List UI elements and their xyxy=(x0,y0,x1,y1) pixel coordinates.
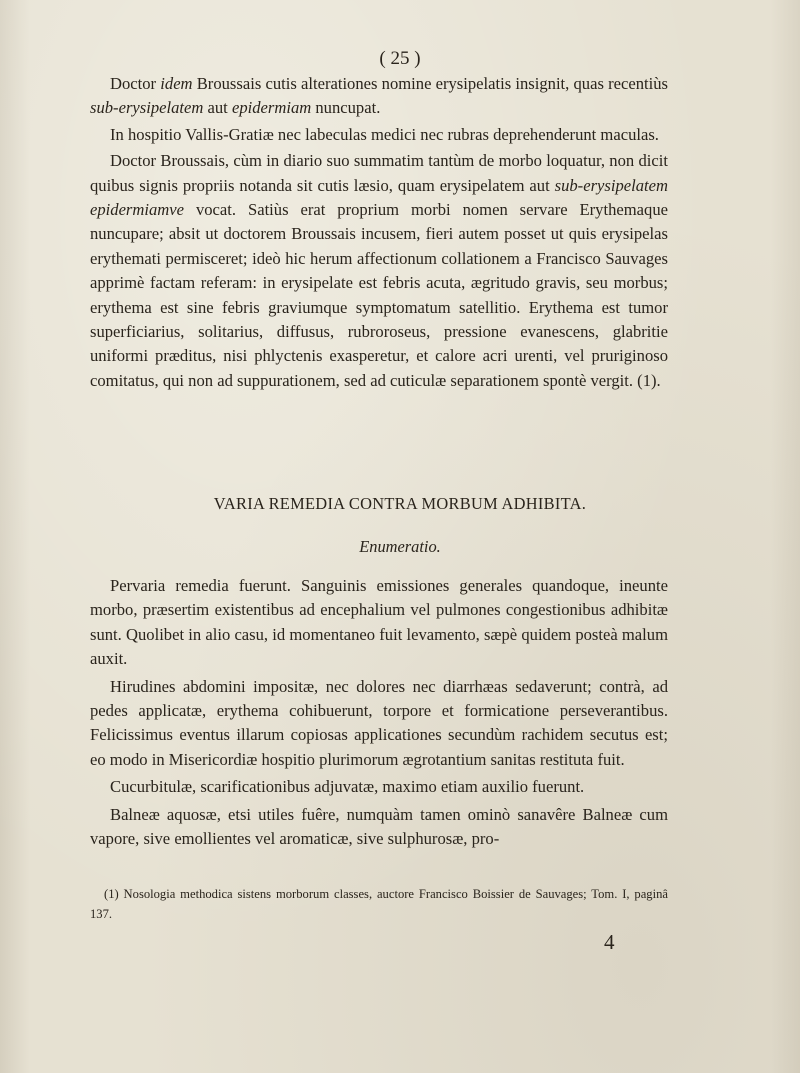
section-heading: VARIA REMEDIA CONTRA MORBUM ADHIBITA. xyxy=(213,494,587,513)
italic-text: idem xyxy=(160,74,193,93)
paragraph: Cucurbitulæ, scarificationibus adjuvatæ, maximo etiam auxilio fuerunt. xyxy=(110,777,585,797)
paragraph xyxy=(90,72,668,121)
section-remedies-text xyxy=(90,574,668,851)
footnote-text: (1) Nosologia methodica sistens morborum classes, auctore Francisco Boissier de Sauvages; Tom. I, paginâ 137. xyxy=(90,887,668,921)
paragraph: Hirudines abdomini impositæ, nec dolores nec diarrhæas sedaverunt; contrà, ad pedes applicatæ, erythema cohibuerunt, torpore et formicatione perseverantibus. Felicissimus eventus illarum copiosas applicationes secundùm rachidem secutus est; eo modo in Misericordiæ hospitio plurimorum ægrotantium sanitas restituta fuit. xyxy=(90,676,668,769)
section-subheading: Enumeratio. xyxy=(359,537,441,556)
text-run: Broussais cutis alterationes nomine erysipelatis insignit, quas recentiùs xyxy=(192,74,669,93)
text-run: aut xyxy=(203,98,232,118)
paragraph xyxy=(90,149,668,393)
italic-text: epidermiam xyxy=(231,98,312,118)
paragraph: In hospitio Vallis-Gratiæ nec labeculas medici nec rubras deprehenderunt maculas. xyxy=(110,124,659,144)
text-run: Doctor xyxy=(110,74,161,93)
italic-text: sub-erysipelatem epidermiamve xyxy=(90,175,668,220)
signature-mark: 4 xyxy=(604,930,615,954)
section-erysipelas-text xyxy=(90,72,668,393)
italic-text: sub-erysipelatem xyxy=(90,98,204,118)
footnote xyxy=(90,884,668,924)
page-number: ( 25 ) xyxy=(379,48,421,69)
paragraph: Balneæ aquosæ, etsi utiles fuêre, numquàm tamen ominò sanavêre Balneæ cum vapore, sive emollientes vel aromaticæ, sive sulphurosæ, pro- xyxy=(90,804,668,849)
text-run: nuncupat. xyxy=(311,98,381,118)
paragraph: Pervaria remedia fuerunt. Sanguinis emissiones generales quandoque, ineunte morbo, præsertim existentibus ad encephalium vel pulmones congestionibus adhibitæ sunt. Quolibet in alio casu, id momentaneo fuit levamento, sæpè quidem posteà malum auxit. xyxy=(90,576,668,669)
text-run: Doctor Broussais, cùm in diario suo summatim tantùm de morbo loquatur, non dicit quibus signis propriis notanda sit cutis læsio, quam erysipelatem aut xyxy=(90,151,668,195)
text-run: vocat. Satiùs erat proprium morbi nomen servare Erythemaque nuncupare; absit ut doctorem Broussais incusem, fieri autem posset ut quis erysipelas erythemati permisceret; ideò hic herum affectionum collationem a Francisco Sauvages apprimè factam referam: in erysipelate est febris acuta, ægritudo gravis, seu morbus; erythema est sine febris graviumque symptomatum satellitio. Erythema est tumor superficiarius, solitarius, diffusus, rubroroseus, pressione evanescens, glabritie uniformi præditus, nisi phlyctenis exasperetur, et calore acri urenti, vel pruriginoso comitatus, qui non ad suppurationem, sed ad cuticulæ separationem spontè vergit. (1). xyxy=(90,200,668,390)
